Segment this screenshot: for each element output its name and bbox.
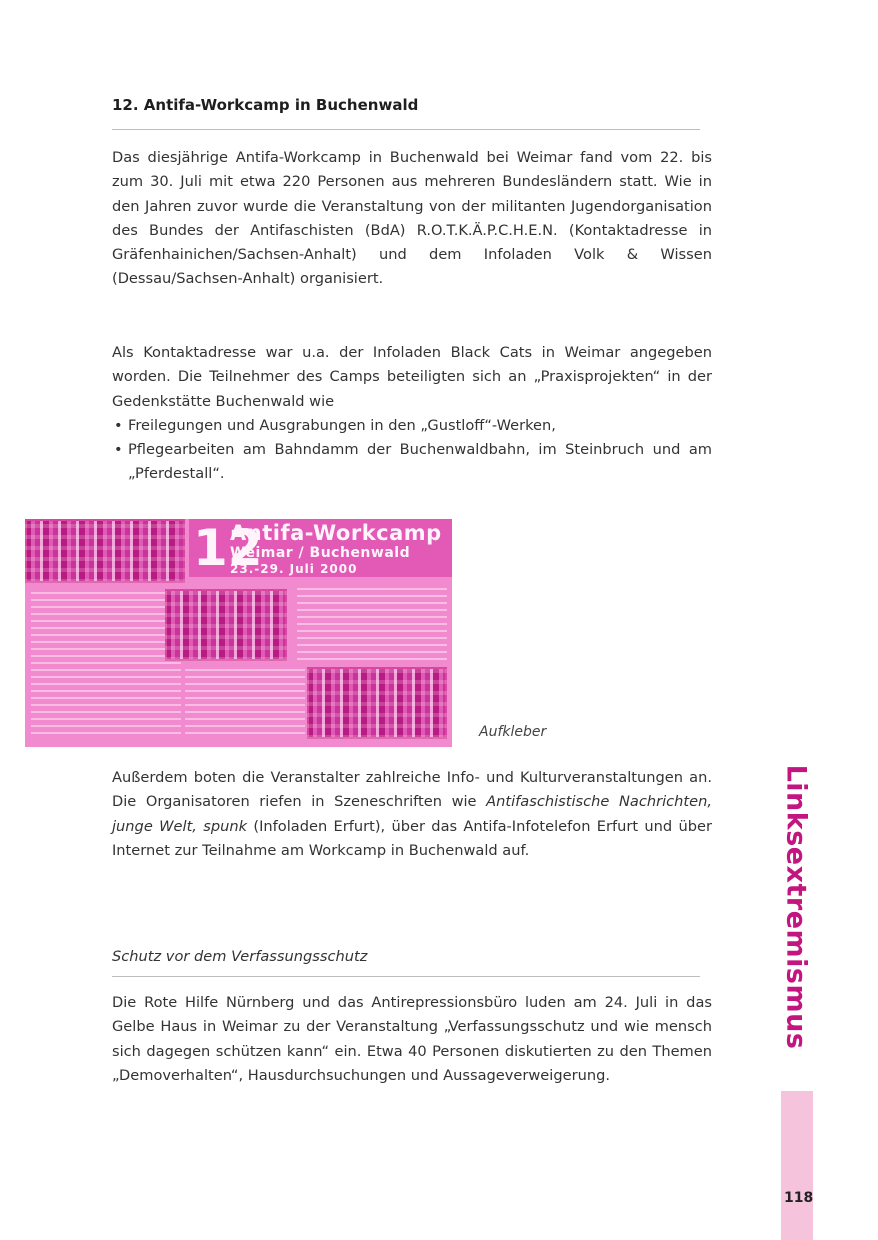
paragraph-2 bbox=[112, 341, 712, 487]
side-color-bar bbox=[781, 1091, 813, 1240]
sticker-photo-top-left bbox=[25, 519, 185, 583]
page-number: 118 bbox=[784, 1190, 814, 1206]
paragraph-4-text: Die Rote Hilfe Nürnberg und das Antirepressionsbüro luden am 24. Juli in das Gelbe Haus in Weimar zu der Veranstaltung „Verfassungsschutz und wie mensch sich dagegen schützen kann“ ein. Etwa 40 Personen diskutierten zu den Themen „Demoverhalten“, Hausdurchsuchungen und Aussageverweigerung. bbox=[112, 994, 712, 1084]
paragraph-2-text: Als Kontaktadresse war u.a. der Infoladen Black Cats in Weimar angegeben worden. Die Teilnehmer des Camps beteiligten sich an „Praxisprojekten“ in der Gedenkstätte Buchenwald wie bbox=[112, 344, 712, 410]
side-title-text: Linksextremismus bbox=[780, 764, 812, 1050]
subheading: Schutz vor dem Verfassungsschutz bbox=[112, 948, 368, 965]
heading-rule bbox=[112, 129, 700, 130]
sticker-title: Antifa-Workcamp bbox=[230, 521, 442, 545]
bullet-item: • Pflegearbeiten am Bahndamm der Buchenwaldbahn, im Steinbruch und am „Pferdestall“. bbox=[112, 438, 712, 487]
sticker-number: 12 bbox=[193, 519, 263, 577]
paragraph-3 bbox=[112, 766, 712, 863]
publication-names: Antifaschistische Nachrichten, junge Welt, spunk bbox=[112, 793, 713, 835]
image-caption: Aufkleber bbox=[479, 724, 547, 740]
section-side-title bbox=[776, 762, 816, 1052]
sticker-dates: 23.-29. Juli 2000 bbox=[230, 562, 358, 576]
sticker-photo-bottom-right bbox=[307, 667, 447, 739]
sticker-text-block-left bbox=[31, 589, 181, 739]
bullet-list bbox=[112, 414, 712, 487]
paragraph-1 bbox=[112, 146, 712, 292]
paragraph-3-text: Außerdem boten die Veranstalter zahlreiche Info- und Kulturveranstaltungen an. Die Organisatoren riefen in Szeneschriften wie bbox=[112, 769, 712, 811]
sticker-location: Weimar / Buchenwald bbox=[230, 545, 411, 561]
paragraph-1-text: Das diesjährige Antifa-Workcamp in Buchenwald bei Weimar fand vom 22. bis zum 30. Juli mit etwa 220 Personen aus mehreren Bundesländern statt. Wie in den Jahren zuvor wurde die Veranstaltung von der militanten Jugendorganisation des Bundes der Antifaschisten (BdA) R.O.T.K.Ä.P.C.H.E.N. (Kontaktadresse in Gräfenhainichen/Sachsen-Anhalt) und dem Infoladen Volk & Wissen (Dessau/Sachsen-Anhalt) organisiert. bbox=[112, 149, 712, 288]
bullet-item: • Freilegungen und Ausgrabungen in den „Gustloff“-Werken, bbox=[112, 414, 712, 438]
sticker-image bbox=[25, 519, 452, 747]
subheading-rule bbox=[112, 976, 700, 977]
sticker-photo-middle bbox=[165, 589, 287, 661]
section-heading: 12. Antifa-Workcamp in Buchenwald bbox=[112, 96, 419, 114]
paragraph-3-text-end: (Infoladen Erfurt), über das Antifa-Infotelefon Erfurt und über Internet zur Teilnahme am Workcamp in Buchenwald auf. bbox=[112, 817, 712, 859]
sticker-text-block-bottom bbox=[185, 669, 305, 739]
paragraph-4 bbox=[112, 991, 712, 1088]
sticker-text-block-right bbox=[297, 585, 447, 665]
